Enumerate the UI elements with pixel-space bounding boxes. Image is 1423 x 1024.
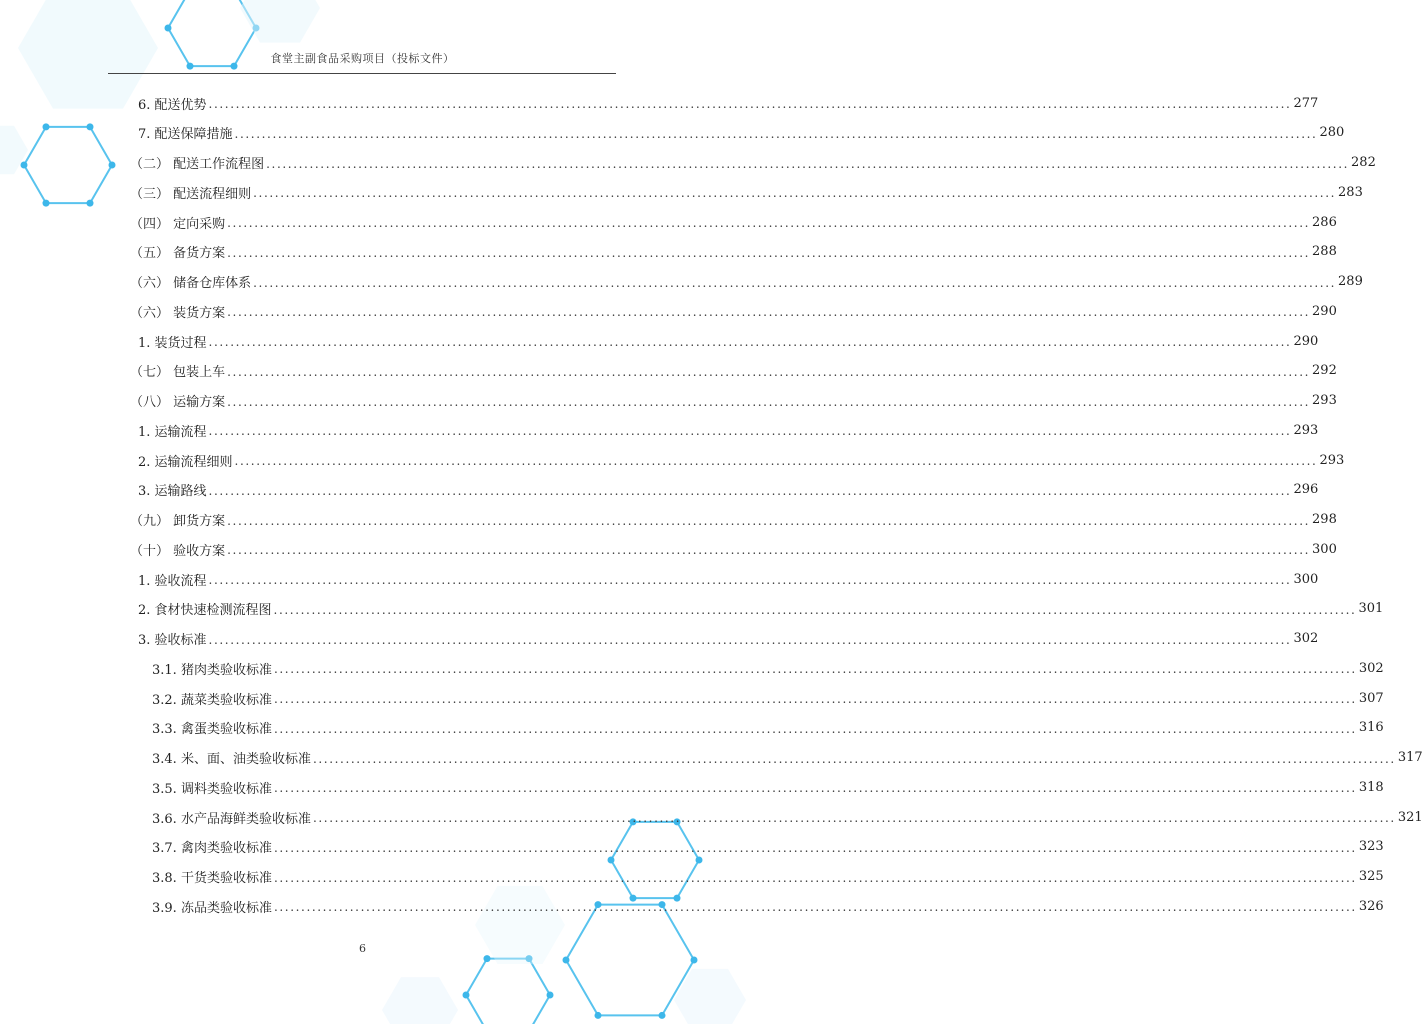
toc-entry[interactable] — [138, 88, 1319, 118]
toc-entry[interactable] — [152, 653, 1384, 683]
toc-entry-label: 3.1. 猪肉类验收标准 — [152, 662, 272, 678]
hexagon-node — [165, 25, 172, 32]
toc-dot-leader: ........................................................................................................................................................................................................ — [208, 573, 1292, 587]
toc-entry-page: 296 — [1293, 482, 1319, 498]
toc-entry-page: 301 — [1358, 601, 1384, 617]
toc-entry-page: 302 — [1293, 631, 1319, 646]
toc-entry[interactable] — [152, 683, 1384, 713]
toc-entry[interactable] — [152, 832, 1384, 862]
toc-entry-label: 2. 食材快速检测流程图 — [138, 603, 272, 619]
toc-dot-leader: ........................................................................................................................................................................................................ — [227, 543, 1311, 558]
toc-dot-leader: ........................................................................................................................................................................................................ — [208, 424, 1292, 439]
toc-entry-label: 3.6. 水产品海鲜类验收标准 — [152, 811, 311, 827]
toc-dot-leader: ........................................................................................................................................................................................................ — [273, 662, 1357, 677]
toc-entry[interactable] — [130, 148, 1376, 178]
hexagon-node — [484, 955, 491, 962]
toc-entry-label: （七） 包装上车 — [130, 365, 226, 381]
toc-dot-leader: ........................................................................................................................................................................................................ — [273, 900, 1357, 915]
toc-entry[interactable] — [152, 772, 1384, 802]
toc-dot-leader: ........................................................................................................................................................................................................ — [273, 721, 1357, 736]
hexagon-node — [691, 957, 698, 964]
toc-dot-leader: ........................................................................................................................................................................................................ — [253, 186, 1337, 201]
toc-entry-page: 316 — [1358, 720, 1384, 736]
toc-entry-page: 290 — [1293, 333, 1319, 349]
toc-entry[interactable] — [138, 445, 1345, 475]
toc-entry-label: 6. 配送优势 — [138, 97, 207, 113]
toc-entry-page: 288 — [1312, 244, 1337, 260]
toc-entry-page: 300 — [1293, 571, 1319, 587]
toc-entry[interactable] — [152, 862, 1384, 892]
toc-entry-page: 293 — [1312, 393, 1337, 408]
header-title: 食堂主副食品采购项目（投标文件） — [270, 52, 455, 65]
toc-entry[interactable] — [138, 594, 1384, 624]
toc-entry[interactable] — [130, 207, 1337, 237]
toc-entry-page: 321 — [1397, 809, 1423, 825]
toc-entry-label: 3.9. 冻品类验收标准 — [152, 900, 272, 916]
decorative-hexagon — [24, 127, 112, 203]
toc-entry-label: （八） 运输方案 — [130, 395, 226, 410]
toc-entry-label: 3.2. 蔬菜类验收标准 — [152, 692, 272, 708]
toc-entry[interactable] — [130, 386, 1337, 416]
toc-dot-leader: ........................................................................................................................................................................................................ — [208, 335, 1292, 349]
decorative-hexagon — [611, 822, 699, 898]
toc-entry[interactable] — [138, 326, 1319, 356]
toc-entry[interactable] — [130, 177, 1363, 207]
toc-entry[interactable] — [152, 743, 1423, 773]
toc-entry-page: 300 — [1312, 541, 1337, 557]
hexagon-node — [87, 123, 94, 130]
toc-dot-leader: ........................................................................................................................................................................................................ — [273, 692, 1357, 706]
toc-entry-label: 3.5. 调料类验收标准 — [152, 781, 272, 797]
toc-dot-leader: ........................................................................................................................................................................................................ — [234, 126, 1318, 141]
toc-entry-page: 280 — [1319, 125, 1345, 141]
toc-entry-label: （十） 验收方案 — [130, 543, 226, 559]
toc-entry-page: 292 — [1312, 363, 1337, 379]
toc-entry[interactable] — [130, 356, 1337, 386]
toc-entry-label: 3. 运输路线 — [138, 484, 207, 500]
toc-entry-page: 289 — [1338, 274, 1363, 289]
toc-dot-leader: ........................................................................................................................................................................................................ — [208, 632, 1292, 647]
toc-dot-leader: ........................................................................................................................................................................................................ — [227, 394, 1311, 409]
hexagon-node — [595, 1012, 602, 1019]
toc-entry-page: 318 — [1358, 779, 1384, 795]
toc-dot-leader: ........................................................................................................................................................................................................ — [227, 216, 1311, 230]
toc-entry[interactable] — [130, 237, 1337, 267]
toc-entry-page: 283 — [1338, 184, 1363, 200]
toc-entry[interactable] — [152, 713, 1384, 743]
toc-dot-leader: ........................................................................................................................................................................................................ — [227, 513, 1311, 528]
toc-entry-page: 326 — [1358, 898, 1384, 914]
toc-dot-leader: ........................................................................................................................................................................................................ — [227, 305, 1311, 320]
hexagon-node — [659, 1012, 666, 1019]
toc-dot-leader: ........................................................................................................................................................................................................ — [273, 781, 1357, 796]
hexagon-node — [463, 992, 470, 999]
toc-entry-label: （五） 备货方案 — [130, 246, 226, 262]
toc-dot-leader: ........................................................................................................................................................................................................ — [227, 245, 1311, 260]
hexagon-node — [87, 200, 94, 207]
toc-entry-page: 317 — [1397, 750, 1423, 765]
toc-entry-page: 298 — [1312, 512, 1337, 527]
toc-dot-leader: ........................................................................................................................................................................................................ — [312, 751, 1396, 766]
toc-dot-leader: ........................................................................................................................................................................................................ — [273, 840, 1357, 855]
toc-entry-label: 7. 配送保障措施 — [138, 127, 233, 143]
toc-entry-page: 302 — [1358, 660, 1384, 676]
toc-dot-leader: ........................................................................................................................................................................................................ — [273, 602, 1357, 617]
toc-entry-label: （六） 装货方案 — [130, 305, 226, 321]
hexagon-node — [43, 200, 50, 207]
toc-entry-label: 3. 验收标准 — [138, 633, 207, 648]
toc-entry-label: 1. 运输流程 — [138, 424, 207, 440]
header-rule — [108, 73, 616, 74]
toc-entry-label: 3.4. 米、面、油类验收标准 — [152, 752, 311, 767]
toc-entry-page: 282 — [1351, 155, 1376, 170]
hexagon-node — [21, 162, 28, 169]
toc-entry[interactable] — [138, 415, 1319, 445]
toc-entry-page: 286 — [1312, 214, 1337, 230]
toc-entry-label: 1. 验收流程 — [138, 573, 207, 589]
toc-entry-label: （二） 配送工作流程图 — [130, 157, 265, 172]
toc-entry[interactable] — [138, 624, 1319, 654]
toc-entry-page: 290 — [1312, 303, 1337, 319]
toc-entry-label: 2. 运输流程细则 — [138, 454, 233, 470]
toc-entry-page: 293 — [1293, 422, 1319, 438]
toc-entry[interactable] — [130, 505, 1337, 535]
toc-entry[interactable] — [130, 534, 1337, 564]
page-number: 6 — [359, 942, 366, 955]
hexagon-node — [696, 857, 703, 864]
toc-entry-label: 1. 装货过程 — [138, 335, 207, 351]
toc-entry-label: （六） 储备仓库体系 — [130, 276, 252, 291]
toc-entry-page: 323 — [1358, 839, 1384, 855]
toc-entry[interactable] — [138, 118, 1345, 148]
toc-dot-leader: ........................................................................................................................................................................................................ — [266, 156, 1350, 171]
toc-entry-page: 293 — [1319, 452, 1345, 468]
toc-entry[interactable] — [138, 475, 1319, 505]
toc-dot-leader: ........................................................................................................................................................................................................ — [208, 97, 1292, 111]
toc-entry[interactable] — [130, 296, 1337, 326]
toc-dot-leader: ........................................................................................................................................................................................................ — [227, 364, 1311, 379]
toc-dot-leader: ........................................................................................................................................................................................................ — [208, 483, 1292, 498]
toc-entry-label: （三） 配送流程细则 — [130, 186, 252, 202]
decorative-hexagon — [382, 977, 458, 1024]
toc-entry-label: 3.7. 禽肉类验收标准 — [152, 841, 272, 857]
hexagon-node — [109, 162, 116, 169]
toc-entry-label: （九） 卸货方案 — [130, 514, 226, 529]
toc-entry-page: 277 — [1293, 95, 1319, 111]
toc-entry[interactable] — [152, 802, 1423, 832]
hexagon-node — [547, 992, 554, 999]
toc-entry[interactable] — [138, 564, 1319, 594]
decorative-hexagon — [466, 959, 550, 1024]
hexagon-node — [43, 123, 50, 130]
toc-entry-label: （四） 定向采购 — [130, 216, 226, 232]
toc-entry-page: 325 — [1358, 869, 1384, 884]
toc-dot-leader: ........................................................................................................................................................................................................ — [253, 275, 1337, 290]
hexagon-node — [563, 957, 570, 964]
toc-dot-leader: ........................................................................................................................................................................................................ — [273, 870, 1357, 885]
toc-entry[interactable] — [130, 267, 1363, 297]
toc-dot-leader: ........................................................................................................................................................................................................ — [234, 454, 1318, 468]
toc-entry-label: 3.8. 干货类验收标准 — [152, 871, 272, 886]
toc-entry[interactable] — [152, 891, 1384, 921]
toc-entry-page: 307 — [1358, 690, 1384, 706]
toc-dot-leader: ........................................................................................................................................................................................................ — [312, 811, 1396, 825]
toc-entry-label: 3.3. 禽蛋类验收标准 — [152, 722, 272, 738]
